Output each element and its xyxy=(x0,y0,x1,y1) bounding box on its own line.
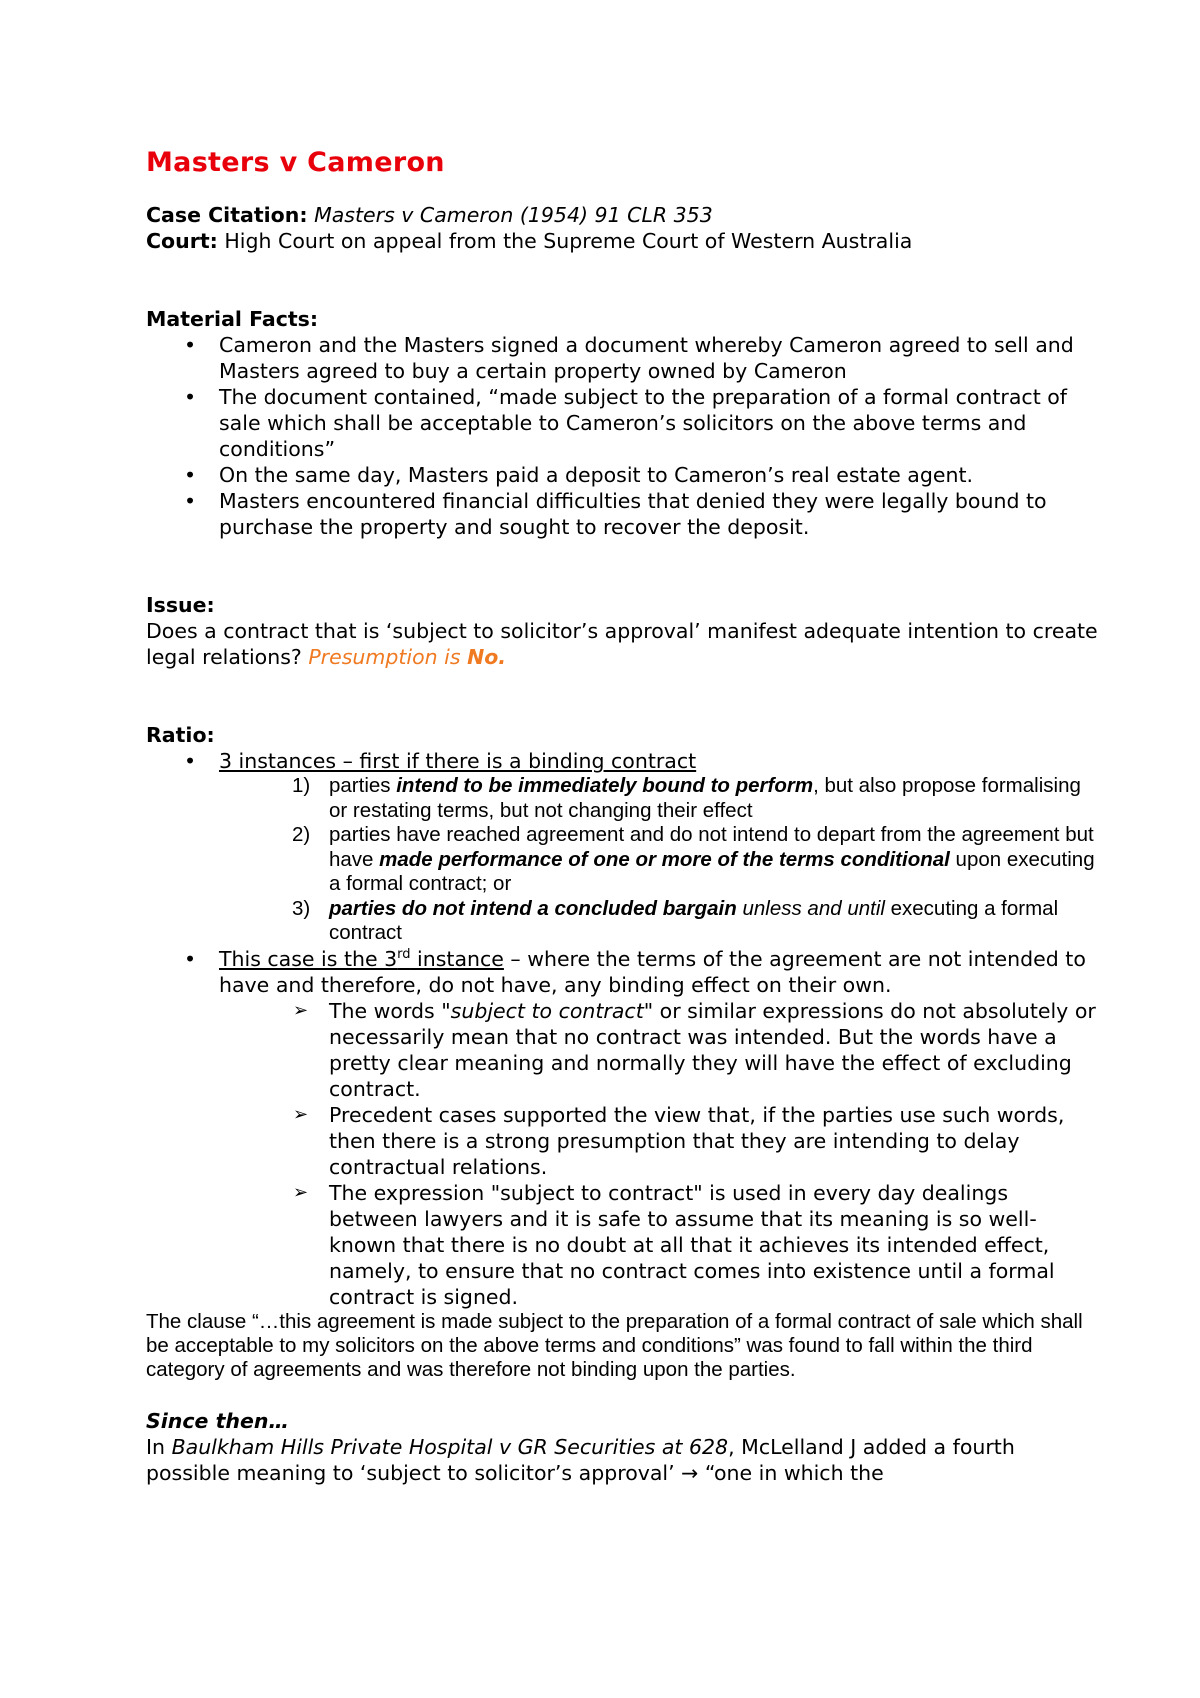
text-run: parties do not intend a concluded bargain xyxy=(329,896,737,920)
instance-number: 1) xyxy=(292,774,311,797)
text-run: , McLelland J added a fourth possible meaning to ‘subject to solicitor’s approval’ → “one in which the xyxy=(146,1434,1015,1485)
text-run: , but also propose formalising or restating terms, but not changing their effect xyxy=(329,774,1081,822)
text-run: " or similar expressions do not absolutely or necessarily mean that no contract was intended. But the words have a pretty clear meaning and normally they will have the effect of excluding contract. xyxy=(329,998,1096,1101)
third-case-post: instance xyxy=(410,946,504,971)
text-run: subject to contract xyxy=(450,998,644,1023)
citation-line xyxy=(146,202,1100,228)
spacer xyxy=(146,254,1100,306)
third-case-pre: This case is the 3 xyxy=(219,946,398,971)
since-then-text xyxy=(146,1434,1100,1486)
arrow-bullet-icon: ➢ xyxy=(293,999,309,1021)
text-run: Baulkham Hills Private Hospital v GR Securities at 628 xyxy=(171,1434,729,1459)
ratio-heading: Ratio: xyxy=(146,723,215,747)
clause-paragraph: The clause “…this agreement is made subject to the preparation of a formal contract of sale which shall be acceptable to my solicitors on the above terms and conditions” was found to fall within the third category of agreements and was therefore not binding upon the parties. xyxy=(146,1309,1083,1381)
spacer xyxy=(146,540,1100,592)
ratio-list xyxy=(146,748,1100,1310)
text-run: Precedent cases supported the view that, if the parties use such words, then there is a strong presumption that they are intending to delay contractual relations. xyxy=(329,1102,1065,1179)
text-run: unless and until xyxy=(742,896,885,920)
presumption-prefix: Presumption is xyxy=(308,645,461,669)
court-value: High Court on appeal from the Supreme Court of Western Australia xyxy=(224,229,913,253)
spacer xyxy=(146,1382,1100,1408)
list-item: • On the same day, Masters paid a deposit to Cameron’s real estate agent. xyxy=(146,462,1100,488)
instance-item xyxy=(219,774,1100,823)
arrow-item xyxy=(219,998,1100,1102)
text-run: executing a formal contract xyxy=(329,896,1059,944)
third-case-underlined xyxy=(219,947,504,971)
text-run: The expression "subject to contract" is used in every day dealings between lawyers and it is safe to assume that its meaning is so well-known that there is no doubt at all that it achieves its intended effect, namely, to ensure that no contract comes into existence until a formal contract is signed. xyxy=(329,1180,1055,1309)
arrow-bullet-icon: ➢ xyxy=(293,1181,309,1203)
instance-item xyxy=(219,823,1100,897)
text-run: parties xyxy=(329,774,397,797)
text-run: made performance of one or more of the terms conditional xyxy=(379,847,950,871)
ordinal-suffix: rd xyxy=(397,946,411,962)
instance-item xyxy=(219,897,1100,946)
list-item: • Masters encountered financial difficulties that denied they were legally bound to purchase the property and sought to recover the deposit. xyxy=(146,488,1100,540)
instances-heading: 3 instances – first if there is a binding contract xyxy=(219,749,697,773)
arrow-list xyxy=(219,998,1100,1310)
citation-value: Masters v Cameron (1954) 91 CLR 353 xyxy=(314,203,713,227)
text-run: In xyxy=(146,1434,172,1459)
arrow-bullet-icon: ➢ xyxy=(293,1103,309,1125)
citation-label: Case Citation: xyxy=(146,203,308,227)
court-label: Court: xyxy=(146,229,218,253)
instance-number: 2) xyxy=(292,823,311,846)
material-facts-heading: Material Facts: xyxy=(146,307,319,331)
issue-text xyxy=(146,618,1100,670)
instances-list xyxy=(219,774,1100,946)
court-line xyxy=(146,228,1100,254)
text-run: The words " xyxy=(329,998,451,1023)
list-item xyxy=(146,946,1100,1310)
text-run: intend to be immediately bound to perform xyxy=(396,774,814,797)
instance-number: 3) xyxy=(292,896,311,920)
material-facts-list xyxy=(146,332,1100,540)
text-run: parties have reached agreement and do not intend to depart from the agreement but have xyxy=(329,823,1094,871)
arrow-item xyxy=(219,1180,1100,1310)
list-item: • The document contained, “made subject to the preparation of a formal contract of sale which shall be acceptable to Cameron’s solicitors on the above terms and conditions” xyxy=(146,384,1100,462)
issue-question: Does a contract that is ‘subject to solicitor’s approval’ manifest adequate intention to create legal relations? xyxy=(146,619,1098,669)
third-case-rest: – where the terms of the agreement are not intended to have and therefore, do not have, any binding effect on their own. xyxy=(219,946,1086,997)
issue-heading: Issue: xyxy=(146,593,215,617)
text-run: upon executing a formal contract; or xyxy=(329,847,1095,895)
presumption-answer: No. xyxy=(467,645,507,669)
since-then-heading: Since then… xyxy=(146,1408,289,1433)
page-title: Masters v Cameron xyxy=(146,147,445,178)
spacer xyxy=(146,670,1100,722)
arrow-item xyxy=(219,1102,1100,1180)
presumption-note xyxy=(308,645,506,669)
list-item: • Cameron and the Masters signed a document whereby Cameron agreed to sell and Masters agreed to buy a certain property owned by Cameron xyxy=(146,332,1100,384)
list-item xyxy=(146,748,1100,946)
